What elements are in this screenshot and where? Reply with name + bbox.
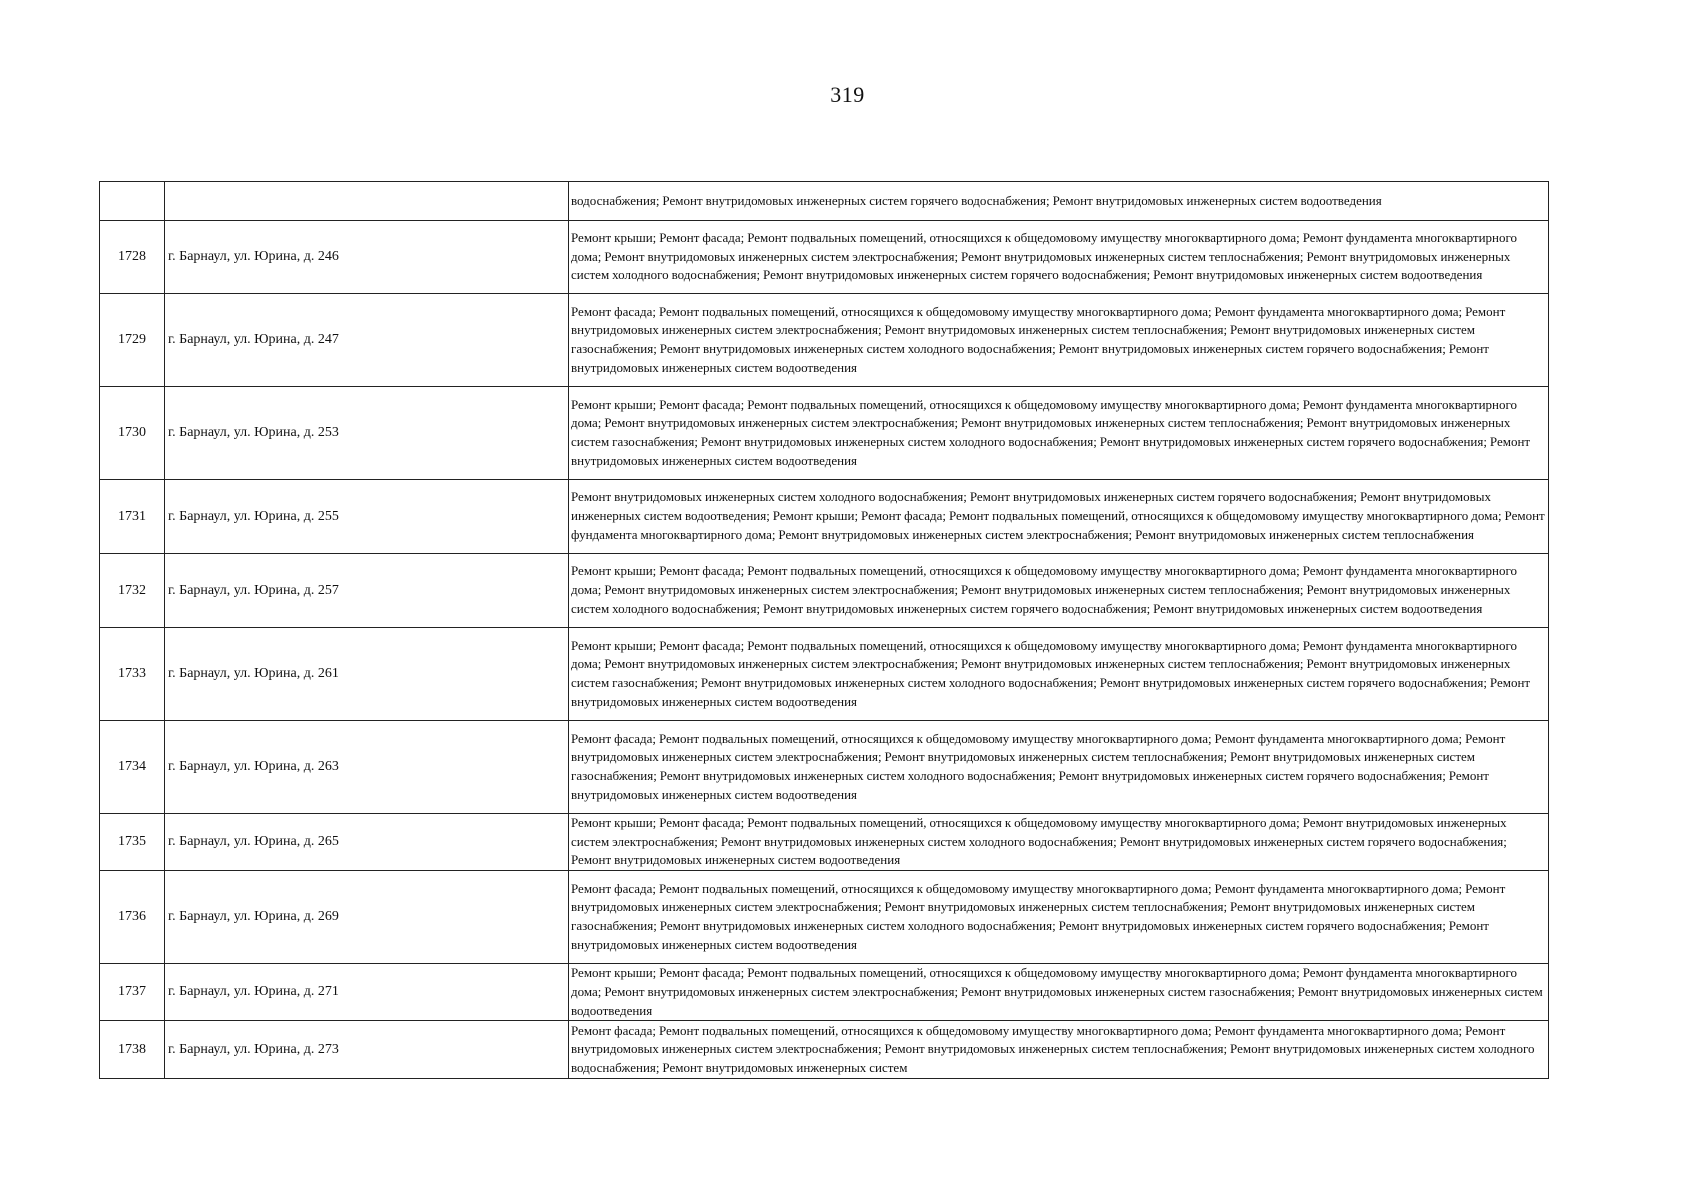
row-works: Ремонт крыши; Ремонт фасада; Ремонт подвальных помещений, относящихся к общедомовому имуществу многоквартирного дома; Ремонт фундамента многоквартирного дома; Ремонт внутридомовых инженерных систем электроснабжения; Ремонт внутридомовых инженерных систем теплоснабжения; Ремонт внутридомовых инженерных систем холодного водоснабжения; Ремонт внутридомовых инженерных систем горячего водоснабжения; Ремонт внутридомовых инженерных систем водоотведения: [569, 221, 1549, 294]
row-address: г. Барнаул, ул. Юрина, д. 263: [165, 721, 569, 814]
table-row: [100, 628, 1549, 721]
table-row: [100, 1021, 1549, 1079]
row-works: Ремонт фасада; Ремонт подвальных помещений, относящихся к общедомовому имуществу многоквартирного дома; Ремонт фундамента многоквартирного дома; Ремонт внутридомовых инженерных систем электроснабжения; Ремонт внутридомовых инженерных систем теплоснабжения; Ремонт внутридомовых инженерных систем газоснабжения; Ремонт внутридомовых инженерных систем холодного водоснабжения; Ремонт внутридомовых инженерных систем горячего водоснабжения; Ремонт внутридомовых инженерных систем водоотведения: [569, 294, 1549, 387]
row-number: 1737: [100, 964, 165, 1021]
row-number: 1736: [100, 871, 165, 964]
row-address: г. Барнаул, ул. Юрина, д. 247: [165, 294, 569, 387]
row-address: г. Барнаул, ул. Юрина, д. 255: [165, 480, 569, 554]
row-number: 1730: [100, 387, 165, 480]
row-works: Ремонт фасада; Ремонт подвальных помещений, относящихся к общедомовому имуществу многоквартирного дома; Ремонт фундамента многоквартирного дома; Ремонт внутридомовых инженерных систем электроснабжения; Ремонт внутридомовых инженерных систем теплоснабжения; Ремонт внутридомовых инженерных систем газоснабжения; Ремонт внутридомовых инженерных систем холодного водоснабжения; Ремонт внутридомовых инженерных систем горячего водоснабжения; Ремонт внутридомовых инженерных систем водоотведения: [569, 871, 1549, 964]
table-row: [100, 387, 1549, 480]
row-works: Ремонт крыши; Ремонт фасада; Ремонт подвальных помещений, относящихся к общедомовому имуществу многоквартирного дома; Ремонт фундамента многоквартирного дома; Ремонт внутридомовых инженерных систем электроснабжения; Ремонт внутридомовых инженерных систем теплоснабжения; Ремонт внутридомовых инженерных систем газоснабжения; Ремонт внутридомовых инженерных систем холодного водоснабжения; Ремонт внутридомовых инженерных систем горячего водоснабжения; Ремонт внутридомовых инженерных систем водоотведения: [569, 387, 1549, 480]
row-works: Ремонт внутридомовых инженерных систем холодного водоснабжения; Ремонт внутридомовых инженерных систем горячего водоснабжения; Ремонт внутридомовых инженерных систем водоотведения; Ремонт крыши; Ремонт фасада; Ремонт подвальных помещений, относящихся к общедомовому имуществу многоквартирного дома; Ремонт фундамента многоквартирного дома; Ремонт внутридомовых инженерных систем электроснабжения; Ремонт внутридомовых инженерных систем теплоснабжения: [569, 480, 1549, 554]
row-works: Ремонт фасада; Ремонт подвальных помещений, относящихся к общедомовому имуществу многоквартирного дома; Ремонт фундамента многоквартирного дома; Ремонт внутридомовых инженерных систем электроснабжения; Ремонт внутридомовых инженерных систем теплоснабжения; Ремонт внутридомовых инженерных систем газоснабжения; Ремонт внутридомовых инженерных систем холодного водоснабжения; Ремонт внутридомовых инженерных систем горячего водоснабжения; Ремонт внутридомовых инженерных систем водоотведения: [569, 721, 1549, 814]
row-works: Ремонт крыши; Ремонт фасада; Ремонт подвальных помещений, относящихся к общедомовому имуществу многоквартирного дома; Ремонт фундамента многоквартирного дома; Ремонт внутридомовых инженерных систем электроснабжения; Ремонт внутридомовых инженерных систем теплоснабжения; Ремонт внутридомовых инженерных систем газоснабжения; Ремонт внутридомовых инженерных систем холодного водоснабжения; Ремонт внутридомовых инженерных систем горячего водоснабжения; Ремонт внутридомовых инженерных систем водоотведения: [569, 628, 1549, 721]
table-row: [100, 480, 1549, 554]
row-address: г. Барнаул, ул. Юрина, д. 273: [165, 1021, 569, 1079]
row-address: г. Барнаул, ул. Юрина, д. 271: [165, 964, 569, 1021]
row-number: [100, 182, 165, 221]
row-address: г. Барнаул, ул. Юрина, д. 261: [165, 628, 569, 721]
page-number: 319: [830, 82, 865, 107]
row-address: [165, 182, 569, 221]
row-number: 1738: [100, 1021, 165, 1079]
row-works: Ремонт фасада; Ремонт подвальных помещений, относящихся к общедомовому имуществу многоквартирного дома; Ремонт фундамента многоквартирного дома; Ремонт внутридомовых инженерных систем электроснабжения; Ремонт внутридомовых инженерных систем теплоснабжения; Ремонт внутридомовых инженерных систем холодного водоснабжения; Ремонт внутридомовых инженерных систем: [569, 1021, 1549, 1079]
row-number: 1728: [100, 221, 165, 294]
table-row: [100, 964, 1549, 1021]
row-number: 1729: [100, 294, 165, 387]
row-number: 1735: [100, 814, 165, 871]
table-row: [100, 221, 1549, 294]
row-works: Ремонт крыши; Ремонт фасада; Ремонт подвальных помещений, относящихся к общедомовому имуществу многоквартирного дома; Ремонт фундамента многоквартирного дома; Ремонт внутридомовых инженерных систем электроснабжения; Ремонт внутридомовых инженерных систем теплоснабжения; Ремонт внутридомовых инженерных систем холодного водоснабжения; Ремонт внутридомовых инженерных систем горячего водоснабжения; Ремонт внутридомовых инженерных систем водоотведения: [569, 554, 1549, 628]
table-row: [100, 294, 1549, 387]
row-address: г. Барнаул, ул. Юрина, д. 257: [165, 554, 569, 628]
repair-registry-table: [99, 181, 1549, 1079]
table-row: [100, 182, 1549, 221]
row-number: 1733: [100, 628, 165, 721]
row-address: г. Барнаул, ул. Юрина, д. 265: [165, 814, 569, 871]
table-row: [100, 814, 1549, 871]
row-address: г. Барнаул, ул. Юрина, д. 253: [165, 387, 569, 480]
table-row: [100, 554, 1549, 628]
row-works: водоснабжения; Ремонт внутридомовых инженерных систем горячего водоснабжения; Ремонт внутридомовых инженерных систем водоотведения: [569, 182, 1549, 221]
row-number: 1734: [100, 721, 165, 814]
row-address: г. Барнаул, ул. Юрина, д. 246: [165, 221, 569, 294]
table-row: [100, 871, 1549, 964]
row-address: г. Барнаул, ул. Юрина, д. 269: [165, 871, 569, 964]
row-works: Ремонт крыши; Ремонт фасада; Ремонт подвальных помещений, относящихся к общедомовому имуществу многоквартирного дома; Ремонт внутридомовых инженерных систем электроснабжения; Ремонт внутридомовых инженерных систем холодного водоснабжения; Ремонт внутридомовых инженерных систем горячего водоснабжения; Ремонт внутридомовых инженерных систем водоотведения: [569, 814, 1549, 871]
table-row: [100, 721, 1549, 814]
row-number: 1731: [100, 480, 165, 554]
row-works: Ремонт крыши; Ремонт фасада; Ремонт подвальных помещений, относящихся к общедомовому имуществу многоквартирного дома; Ремонт фундамента многоквартирного дома; Ремонт внутридомовых инженерных систем электроснабжения; Ремонт внутридомовых инженерных систем газоснабжения; Ремонт внутридомовых инженерных систем водоотведения: [569, 964, 1549, 1021]
row-number: 1732: [100, 554, 165, 628]
